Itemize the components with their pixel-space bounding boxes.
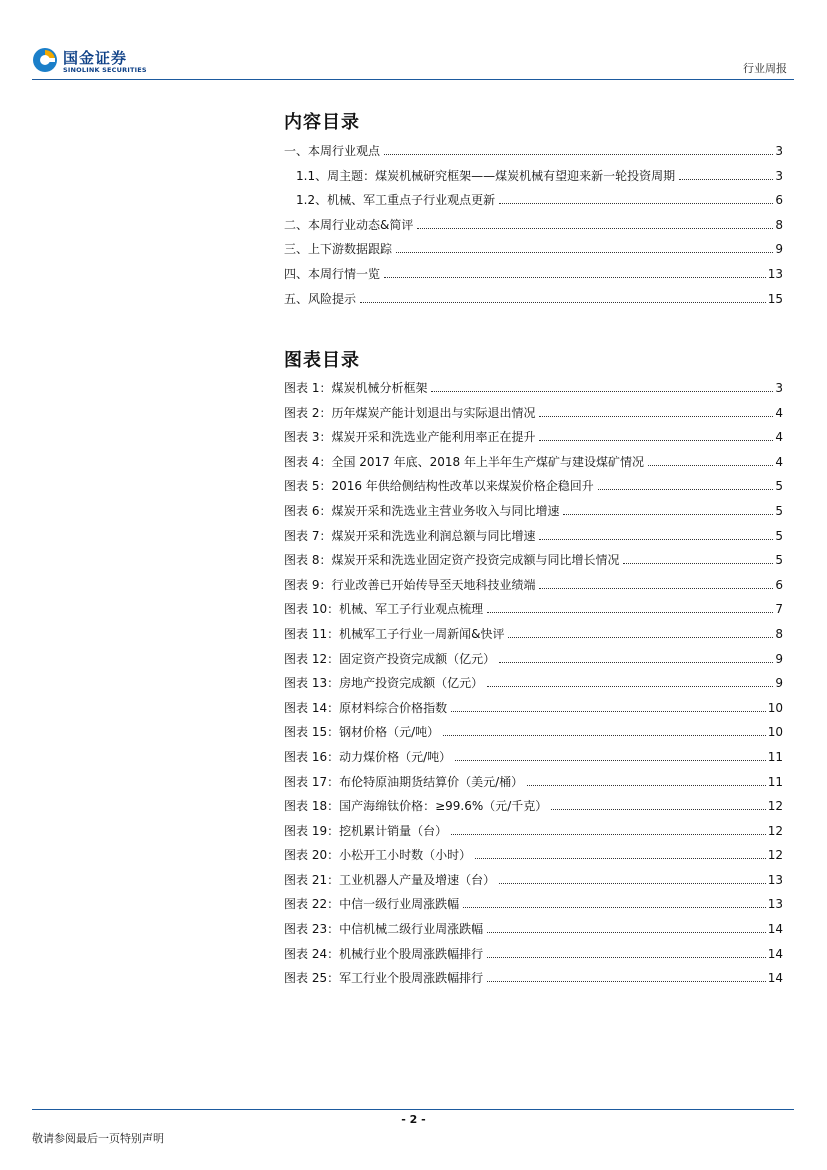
dot-leader bbox=[451, 711, 766, 712]
figures-entry[interactable] bbox=[284, 625, 783, 650]
dot-leader bbox=[451, 834, 766, 835]
contents-entry-label: 1.2、机械、军工重点子行业观点更新 bbox=[296, 193, 496, 208]
contents-entry-label: 五、风险提示 bbox=[284, 291, 357, 306]
figures-entry-label: 图表 24：机械行业个股周涨跌幅排行 bbox=[284, 946, 484, 961]
contents-entry[interactable] bbox=[284, 265, 783, 290]
figures-entry-label: 图表 11：机械军工子行业一周新闻&快评 bbox=[284, 626, 505, 641]
figures-entry-page: 10 bbox=[767, 700, 783, 715]
dot-leader bbox=[539, 416, 773, 417]
figures-entry[interactable] bbox=[284, 453, 783, 478]
figures-entry[interactable] bbox=[284, 945, 783, 970]
figures-entry-page: 9 bbox=[775, 651, 783, 666]
contents-entry-label: 一、本周行业观点 bbox=[284, 144, 381, 158]
figures-entry-label: 图表 4：全国 2017 年底、2018 年上半年生产煤矿与建设煤矿情况 bbox=[284, 454, 644, 469]
contents-entry-page: 3 bbox=[775, 168, 783, 183]
dot-leader bbox=[417, 228, 773, 229]
figures-entry-label: 图表 12：固定资产投资完成额（亿元） bbox=[284, 651, 496, 666]
dot-leader bbox=[539, 588, 773, 589]
figures-entry-page: 4 bbox=[775, 405, 783, 420]
figures-entry[interactable] bbox=[284, 920, 783, 945]
dot-leader bbox=[499, 662, 773, 663]
figures-entry-label: 图表 13：房地产投资完成额（亿元） bbox=[284, 676, 484, 691]
contents-entry-label: 1.1、周主题：煤炭机械研究框架——煤炭机械有望迎来新一轮投资周期 bbox=[296, 168, 676, 183]
dot-leader bbox=[499, 203, 773, 204]
figures-entry-label: 图表 23：中信机械二级行业周涨跌幅 bbox=[284, 922, 484, 937]
contents-entry-page: 8 bbox=[775, 217, 783, 232]
figures-entry[interactable] bbox=[284, 674, 783, 699]
figures-entry[interactable] bbox=[284, 773, 783, 798]
dot-leader bbox=[648, 465, 773, 466]
figures-entry[interactable] bbox=[284, 797, 783, 822]
figures-entry[interactable] bbox=[284, 846, 783, 871]
dot-leader bbox=[623, 563, 773, 564]
figures-entry[interactable] bbox=[284, 723, 783, 748]
contents-entry-label: 二、本周行业动态&简评 bbox=[284, 217, 414, 232]
dot-leader bbox=[487, 981, 766, 982]
dot-leader bbox=[455, 760, 766, 761]
header-divider bbox=[32, 79, 794, 80]
figures-entry[interactable] bbox=[284, 822, 783, 847]
contents-entry[interactable] bbox=[284, 191, 783, 216]
contents-entry[interactable] bbox=[284, 216, 783, 241]
dot-leader bbox=[508, 637, 773, 638]
figures-entry-label: 图表 1：煤炭机械分析框架 bbox=[284, 381, 428, 395]
figures-entry[interactable] bbox=[284, 551, 783, 576]
figures-entry-label: 图表 10：机械、军工子行业观点梳理 bbox=[284, 602, 484, 617]
dot-leader bbox=[598, 489, 774, 490]
figures-title: 图表目录 bbox=[284, 350, 360, 371]
figures-entry-label: 图表 7：煤炭开采和洗选业利润总额与同比增速 bbox=[284, 528, 536, 543]
figures-entry-label: 图表 18：国产海绵钛价格：≥99.6%（元/千克） bbox=[284, 799, 548, 814]
figures-entry[interactable] bbox=[284, 969, 783, 994]
dot-leader bbox=[487, 932, 766, 933]
figures-entry-page: 10 bbox=[767, 725, 783, 740]
figures-entry-page: 8 bbox=[775, 626, 783, 641]
figures-entry-label: 图表 16：动力煤价格（元/吨） bbox=[284, 749, 452, 764]
contents-entry-label: 四、本周行情一览 bbox=[284, 266, 381, 281]
figures-entry[interactable] bbox=[284, 871, 783, 896]
figures-entry-label: 图表 21：工业机器人产量及增速（台） bbox=[284, 872, 496, 887]
figures-entry-page: 3 bbox=[775, 381, 783, 395]
contents-entry-page: 3 bbox=[775, 144, 783, 158]
figures-entry-page: 11 bbox=[767, 749, 783, 764]
dot-leader bbox=[539, 539, 773, 540]
figures-entry-page: 5 bbox=[775, 479, 783, 494]
figures-entry-label: 图表 20：小松开工小时数（小时） bbox=[284, 848, 472, 863]
contents-entry-page: 9 bbox=[775, 242, 783, 257]
figures-entry[interactable] bbox=[284, 477, 783, 502]
figures-entry-page: 14 bbox=[767, 946, 783, 961]
disclaimer-text: 敬请参阅最后一页特别声明 bbox=[32, 1132, 164, 1145]
dot-leader bbox=[499, 883, 766, 884]
figures-entry-page: 6 bbox=[775, 577, 783, 592]
contents-entry-page: 13 bbox=[767, 266, 783, 281]
figures-entry-label: 图表 6：煤炭开采和洗选业主营业务收入与同比增速 bbox=[284, 503, 560, 518]
figures-entry-label: 图表 22：中信一级行业周涨跌幅 bbox=[284, 897, 460, 912]
figures-list bbox=[284, 379, 783, 994]
figures-entry-page: 12 bbox=[767, 823, 783, 838]
figures-entry-label: 图表 19：挖机累计销量（台） bbox=[284, 823, 448, 838]
figures-entry[interactable] bbox=[284, 748, 783, 773]
figures-entry-page: 14 bbox=[767, 922, 783, 937]
figures-entry[interactable] bbox=[284, 576, 783, 601]
figures-entry[interactable] bbox=[284, 600, 783, 625]
dot-leader bbox=[431, 391, 773, 392]
figures-entry-page: 12 bbox=[767, 848, 783, 863]
dot-leader bbox=[551, 809, 765, 810]
figures-entry-page: 5 bbox=[775, 503, 783, 518]
figures-entry[interactable] bbox=[284, 699, 783, 724]
figures-entry-label: 图表 15：钢材价格（元/吨） bbox=[284, 725, 440, 740]
figures-entry-page: 4 bbox=[775, 454, 783, 469]
figures-entry[interactable] bbox=[284, 428, 783, 453]
figures-entry-page: 13 bbox=[767, 897, 783, 912]
figures-entry[interactable] bbox=[284, 895, 783, 920]
figures-entry-label: 图表 17：布伦特原油期货结算价（美元/桶） bbox=[284, 774, 524, 789]
contents-entry[interactable] bbox=[284, 167, 783, 192]
dot-leader bbox=[487, 957, 766, 958]
figures-entry[interactable] bbox=[284, 502, 783, 527]
dot-leader bbox=[463, 907, 766, 908]
dot-leader bbox=[443, 735, 766, 736]
dot-leader bbox=[563, 514, 773, 515]
figures-entry-page: 12 bbox=[767, 799, 783, 814]
figures-entry-label: 图表 5：2016 年供给侧结构性改革以来煤炭价格企稳回升 bbox=[284, 479, 594, 494]
figures-entry[interactable] bbox=[284, 404, 783, 429]
company-logo bbox=[32, 47, 162, 77]
page-number: - 2 - bbox=[401, 1113, 426, 1126]
figures-entry[interactable] bbox=[284, 527, 783, 552]
figures-entry[interactable] bbox=[284, 650, 783, 675]
dot-leader bbox=[679, 179, 773, 180]
figures-entry-label: 图表 9：行业改善已开始传导至天地科技业绩端 bbox=[284, 577, 536, 592]
logo-chinese-text: 国金证券 bbox=[63, 49, 128, 67]
figures-entry-page: 14 bbox=[767, 971, 783, 986]
page-header bbox=[0, 0, 827, 80]
report-type-label: 行业周报 bbox=[743, 62, 787, 75]
dot-leader bbox=[384, 154, 773, 155]
logo-english-text: SINOLINK SECURITIES bbox=[63, 66, 147, 74]
dot-leader bbox=[475, 858, 766, 859]
contents-list bbox=[284, 142, 783, 314]
footer-divider bbox=[32, 1109, 794, 1110]
figures-entry-page: 13 bbox=[767, 872, 783, 887]
figures-entry-label: 图表 2：历年煤炭产能计划退出与实际退出情况 bbox=[284, 405, 536, 420]
dot-leader bbox=[487, 612, 773, 613]
dot-leader bbox=[360, 302, 766, 303]
figures-entry-page: 9 bbox=[775, 676, 783, 691]
figures-entry-page: 5 bbox=[775, 528, 783, 543]
dot-leader bbox=[539, 440, 773, 441]
figures-entry-page: 4 bbox=[775, 430, 783, 445]
figures-entry-label: 图表 3：煤炭开采和洗选业产能利用率正在提升 bbox=[284, 430, 536, 445]
logo-mark-icon bbox=[32, 47, 58, 73]
figures-entry-page: 11 bbox=[767, 774, 783, 789]
contents-entry[interactable] bbox=[284, 290, 783, 315]
contents-entry-label: 三、上下游数据跟踪 bbox=[284, 242, 393, 257]
dot-leader bbox=[396, 252, 773, 253]
dot-leader bbox=[487, 686, 773, 687]
dot-leader bbox=[384, 277, 766, 278]
figures-entry-label: 图表 8：煤炭开采和洗选业固定资产投资完成额与同比增长情况 bbox=[284, 553, 620, 568]
contents-title: 内容目录 bbox=[284, 112, 360, 133]
figures-entry-page: 7 bbox=[775, 602, 783, 617]
contents-entry-page: 6 bbox=[775, 193, 783, 208]
contents-entry-page: 15 bbox=[767, 291, 783, 306]
figures-entry[interactable] bbox=[284, 379, 783, 404]
contents-entry[interactable] bbox=[284, 240, 783, 265]
figures-entry-label: 图表 14：原材料综合价格指数 bbox=[284, 700, 448, 715]
contents-entry[interactable] bbox=[284, 142, 783, 167]
figures-entry-label: 图表 25：军工行业个股周涨跌幅排行 bbox=[284, 971, 484, 986]
dot-leader bbox=[527, 785, 766, 786]
figures-entry-page: 5 bbox=[775, 553, 783, 568]
